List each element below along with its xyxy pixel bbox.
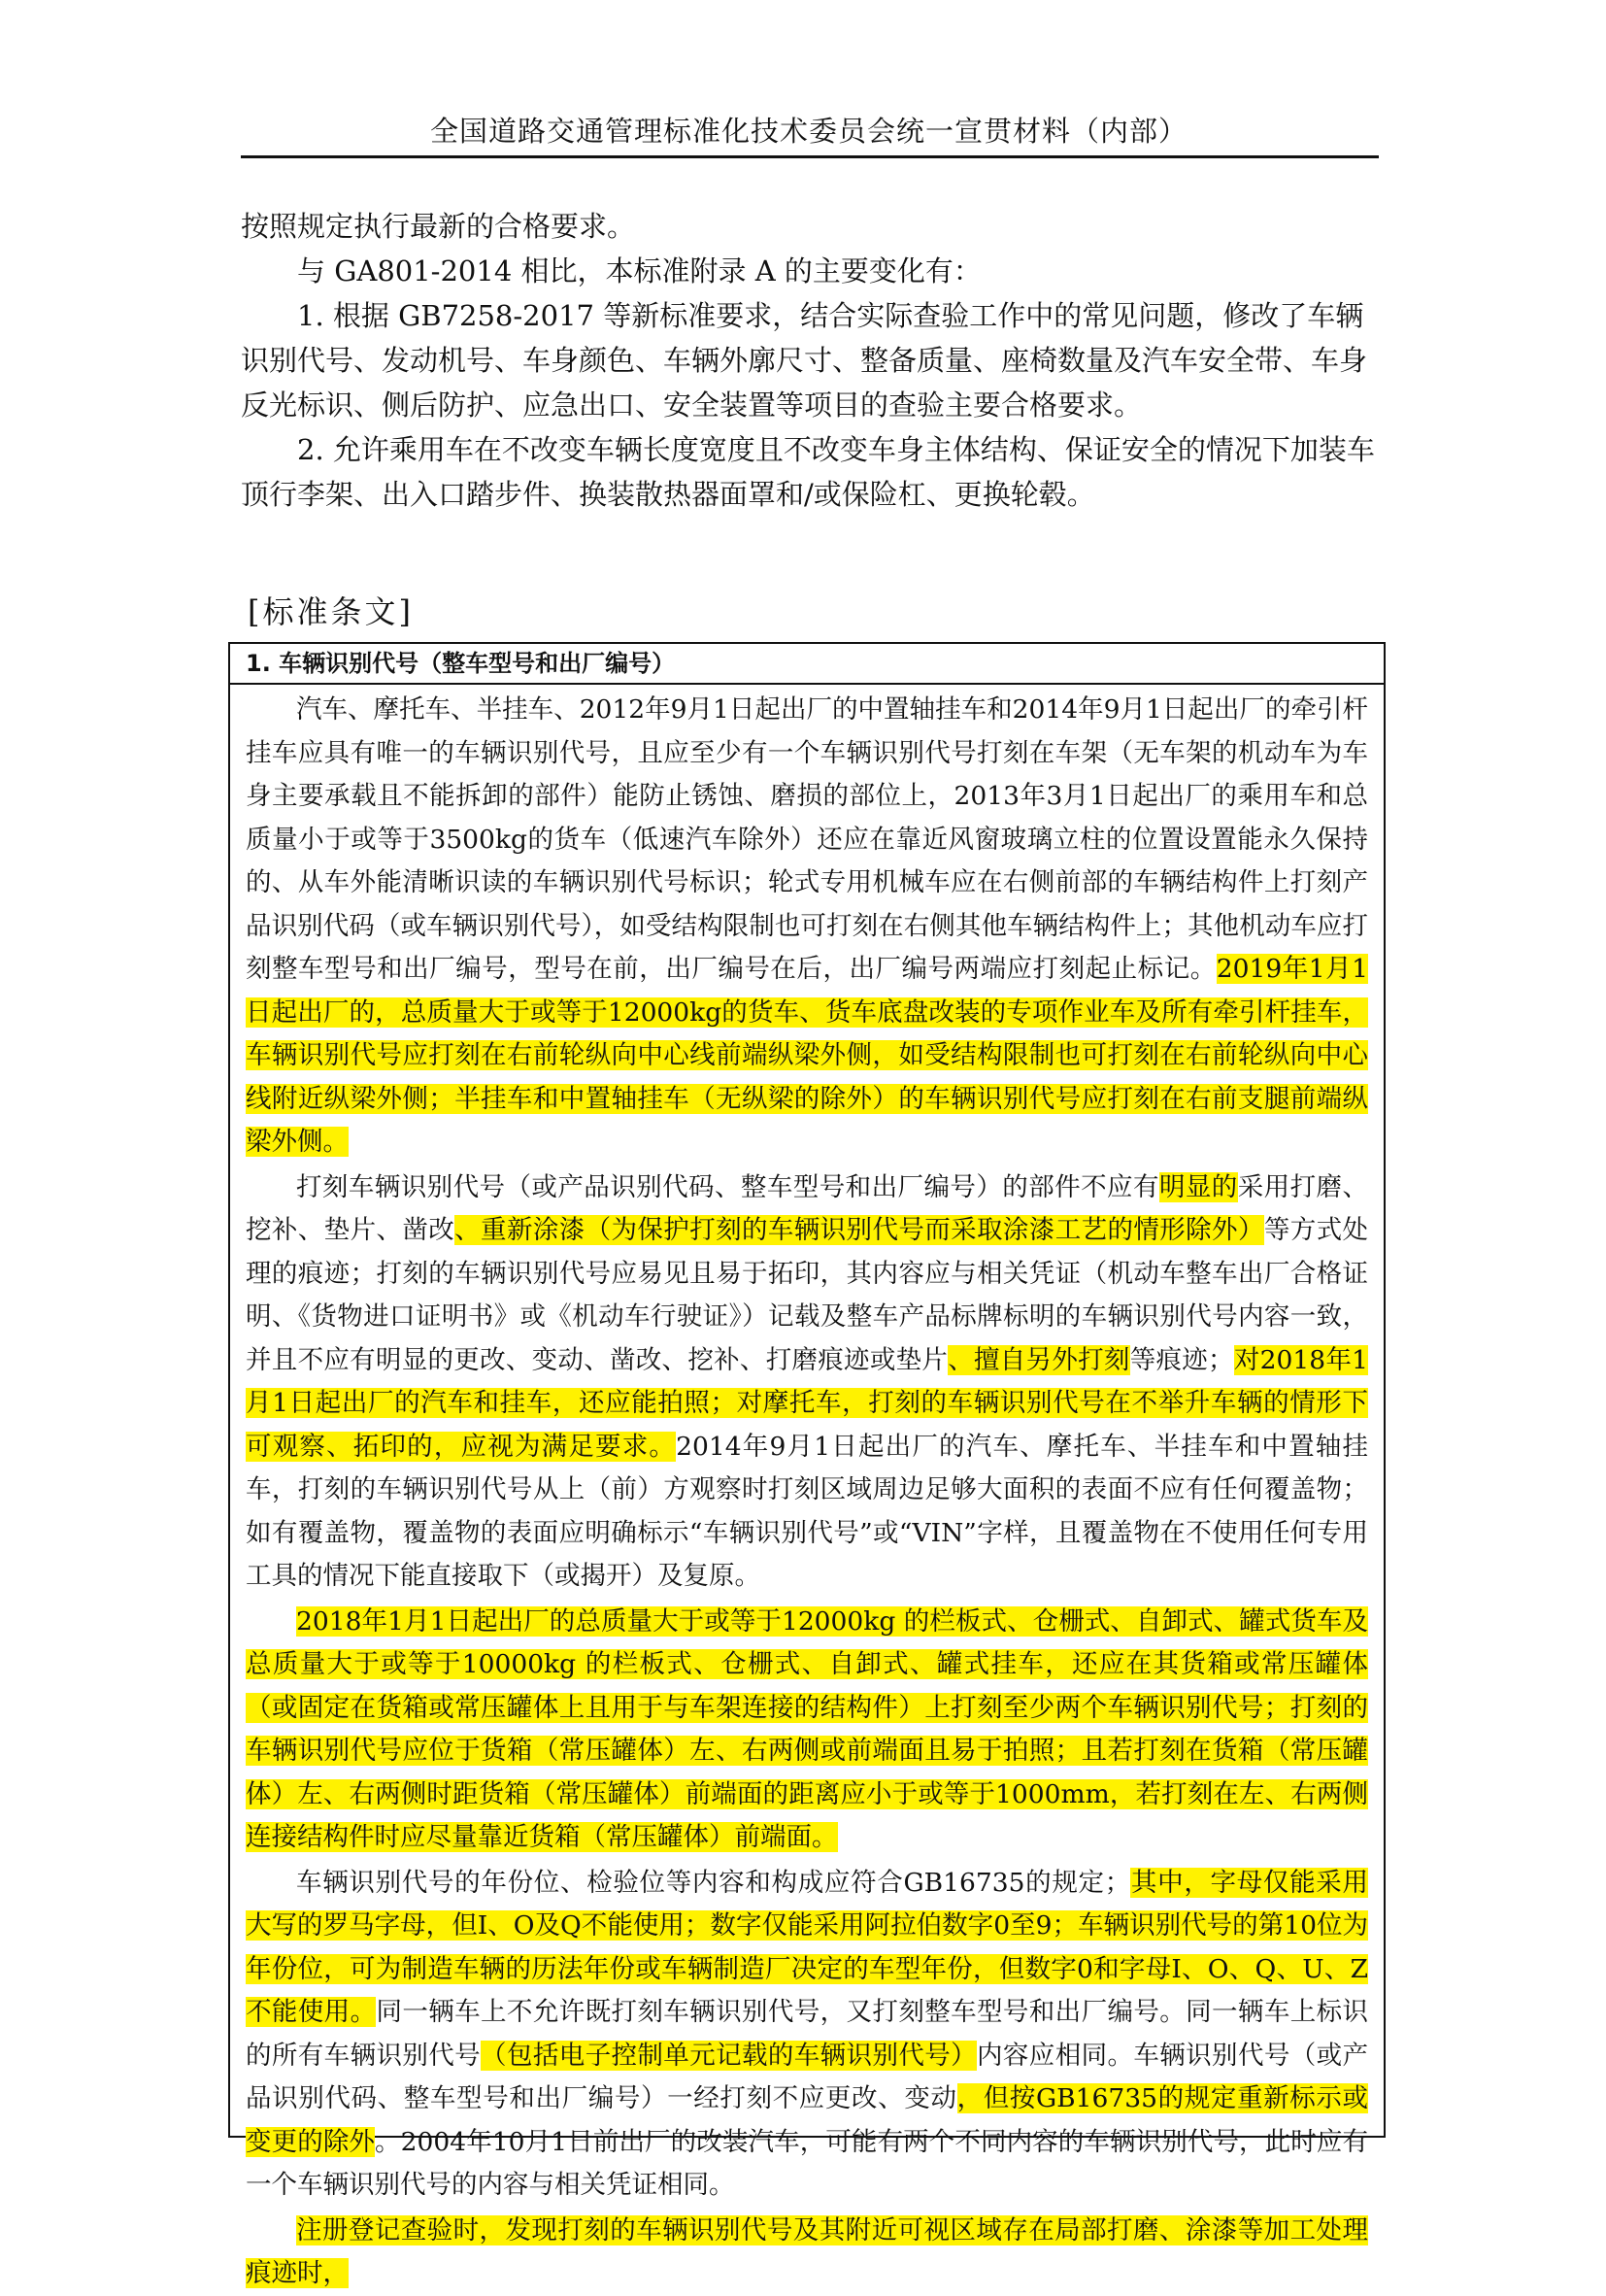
section-label: [标准条文] [248, 593, 414, 630]
text-run: 同一辆车上不允许既打刻车辆识别代号，又打刻整车型号和出厂编号。同一辆车上标识的所有车辆识别代号 [246, 1997, 1369, 2071]
text-run: 采用打磨、挖补、垫片、凿改 [246, 1171, 1368, 1245]
clause-paragraph-3 [246, 1601, 1368, 1860]
highlighted-text: （包括电子控制单元记载的车辆识别代号） [481, 2040, 978, 2071]
header-rule [241, 155, 1379, 158]
intro-paragraph-4: 2. 允许乘用车在不改变车辆长度宽度且不改变车身主体结构、保证安全的情况下加装车顶行李架、出入口踏步件、换装散热器面罩和/或保险杠、更换轮毂。 [241, 433, 1375, 511]
intro-paragraph-2: 与 GA801-2014 相比，本标准附录 A 的主要变化有： [297, 254, 982, 287]
highlighted-text: 2018年1月1日起出厂的总质量大于或等于12000kg 的栏板式、仓栅式、自卸式、罐式货车及总质量大于或等于10000kg 的栏板式、仓栅式、自卸式、罐式挂车，还应在其货箱或常压罐体（或固定在货箱或常压罐体上且用于与车架连接的结构件）上打刻至少两个车辆识别代号；打刻的车辆识别代号应位于货箱（常压罐体）左、右两侧或前端面且易于拍照；且若打刻在货箱（常压罐体）左、右两侧时距货箱（常压罐体）前端面的距离应小于或等于1000mm，若打刻在左、右两侧连接结构件时应尽量靠近货箱（常压罐体）前端面。 [246, 1605, 1368, 1852]
clause-paragraph-5 [246, 2210, 1368, 2296]
box-body [230, 685, 1384, 2296]
intro-section [241, 204, 1377, 517]
text-run: 打刻车辆识别代号（或产品识别代码、整车型号和出厂编号）的部件不应有 [296, 1171, 1159, 1202]
highlighted-text: 2019年1月1日起出厂的，总质量大于或等于12000kg的货车、货车底盘改装的专项作业车及所有牵引杆挂车，车辆识别代号应打刻在右前轮纵向中心线前端纵梁外侧，如受结构限制也可打刻在右前轮纵向中心线附近纵梁外侧；半挂车和中置轴挂车（无纵梁的除外）的车辆识别代号应打刻在右前支腿前端纵梁外侧。 [246, 954, 1368, 1157]
clause-paragraph-4 [246, 1862, 1368, 2208]
highlighted-text: 、擅自另外打刻 [948, 1344, 1130, 1375]
text-run: 车辆识别代号的年份位、检验位等内容和构成应符合GB16735的规定； [296, 1867, 1131, 1898]
highlighted-text: 对2018年1月1日起出厂的汽车和挂车，还应能拍照；对摩托车，打刻的车辆识别代号在不举升车辆的情形下可观察、拓印的，应视为满足要求。 [246, 1344, 1369, 1462]
text-run: 汽车、摩托车、半挂车、2012年9月1日起出厂的中置轴挂车和2014年9月1日起出厂的牵引杆挂车应具有唯一的车辆识别代号，且应至少有一个车辆识别代号打刻在车架（无车架的机动车为车身主要承载且不能拆卸的部件）能防止锈蚀、磨损的部位上，2013年3月1日起出厂的乘用车和总质量小于或等于3500kg的货车（低速汽车除外）还应在靠近风窗玻璃立柱的位置设置能永久保持的、从车外能清晰识读的车辆识别代号标识；轮式专用机械车应在右侧前部的车辆结构件上打刻产品识别代码（或车辆识别代号），如受结构限制也可打刻在右侧其他车辆结构件上；其他机动车应打刻整车型号和出厂编号，型号在前，出厂编号在后，出厂编号两端应打刻起止标记。 [246, 694, 1368, 984]
highlighted-text: 注册登记查验时，发现打刻的车辆识别代号及其附近可视区域存在局部打磨、涂漆等加工处理痕迹时， [246, 2214, 1368, 2288]
page-header-title: 全国道路交通管理标准化技术委员会统一宣贯材料（内部） [429, 115, 1188, 148]
box-title: 1. 车辆识别代号（整车型号和出厂编号） [230, 644, 1384, 685]
intro-paragraph-1: 按照规定执行最新的合格要求。 [241, 210, 636, 243]
highlighted-text: ，但按GB16735的规定重新标示或变更的除外 [246, 2083, 1368, 2157]
text-run: 。2004年10月1日前出厂的改装汽车，可能有两个不同内容的车辆识别代号，此时应有一个车辆识别代号的内容与相关凭证相同。 [246, 2126, 1368, 2200]
clause-paragraph-2 [246, 1166, 1368, 1599]
highlighted-text: 明显的 [1158, 1171, 1238, 1202]
standard-text-box [228, 642, 1386, 2288]
clause-paragraph-1 [246, 689, 1368, 1165]
highlighted-text: 其中，字母仅能采用大写的罗马字母，但I、O及Q不能使用；数字仅能采用阿拉伯数字0至9；车辆识别代号的第10位为年份位，可为制造车辆的历法年份或车辆制造厂决定的车型年份，但数字0和字母I、O、Q、U、Z不能使用。 [246, 1867, 1368, 2027]
intro-paragraph-3: 1. 根据 GB7258-2017 等新标准要求，结合实际查验工作中的常见问题，修改了车辆识别代号、发动机号、车身颜色、车辆外廓尺寸、整备质量、座椅数量及汽车安全带、车身反光标识、侧后防护、应急出口、安全装置等项目的查验主要合格要求。 [241, 299, 1368, 422]
text-run: 等方式处理的痕迹；打刻的车辆识别代号应易见且易于拓印，其内容应与相关凭证（机动车整车出厂合格证明、《货物进口证明书》或《机动车行驶证》）记载及整车产品标牌标明的车辆识别代号内容一致，并且不应有明显的更改、变动、凿改、挖补、打磨痕迹或垫片 [246, 1215, 1369, 1375]
text-run: 2014年9月1日起出厂的汽车、摩托车、半挂车和中置轴挂车，打刻的车辆识别代号从上（前）方观察时打刻区域周边足够大面积的表面不应有任何覆盖物；如有覆盖物，覆盖物的表面应明确标示“车辆识别代号”或“VIN”字样，且覆盖物在不使用任何专用工具的情况下能直接取下（或揭开）及复原。 [246, 1431, 1368, 1591]
text-run: 等痕迹； [1129, 1344, 1234, 1375]
highlighted-text: 、重新涂漆（为保护打刻的车辆识别代号而采取涂漆工艺的情形除外） [454, 1215, 1264, 1245]
text-run: 内容应相同。车辆识别代号（或产品识别代码、整车型号和出厂编号）一经打刻不应更改、变动 [246, 2040, 1369, 2113]
